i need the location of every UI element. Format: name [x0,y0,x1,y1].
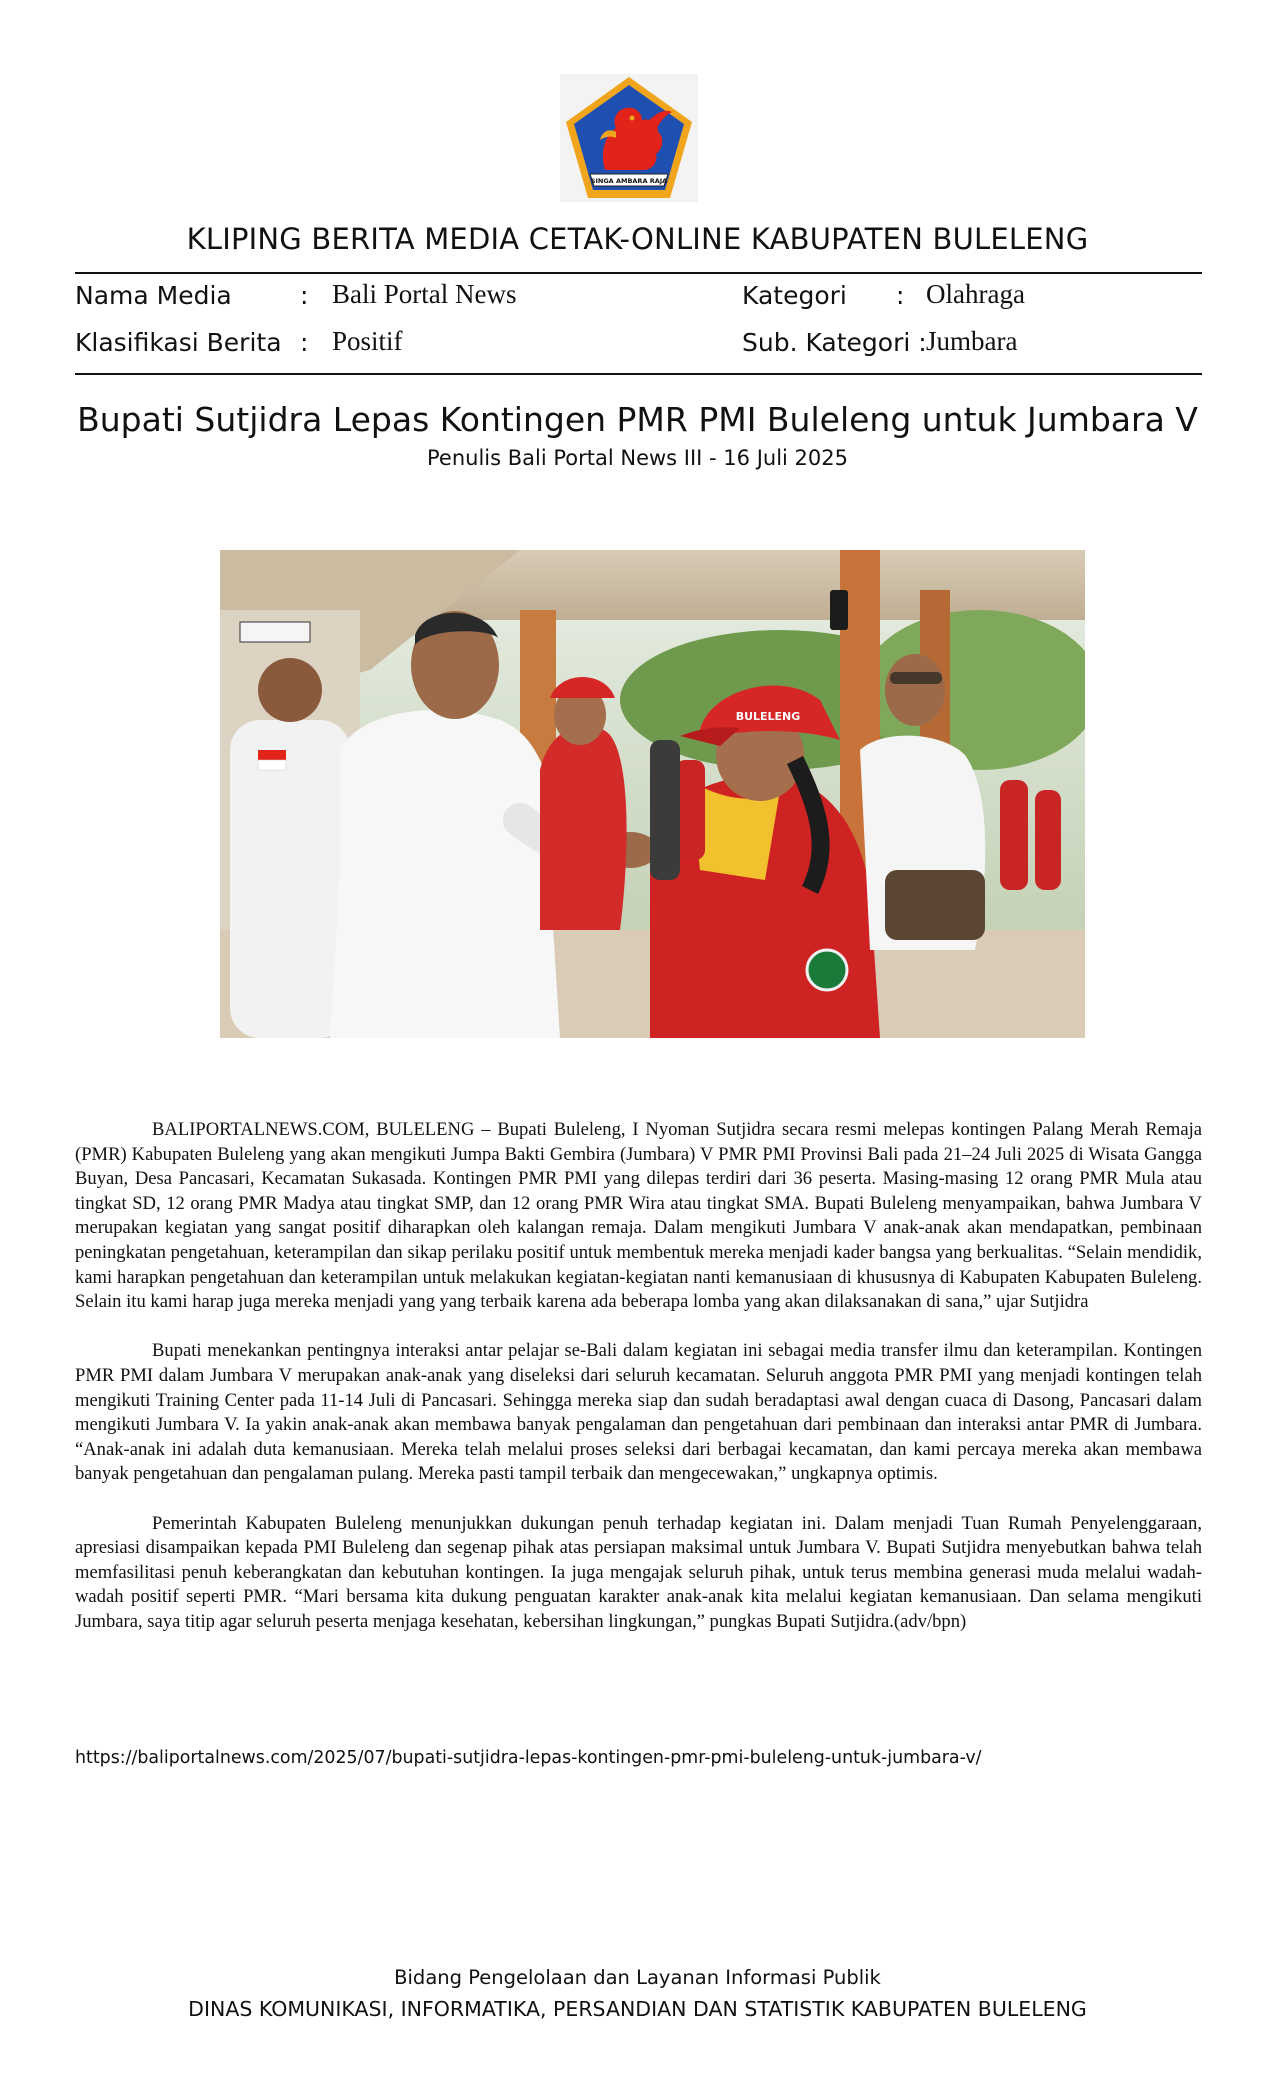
kliping-title: KLIPING BERITA MEDIA CETAK-ONLINE KABUPATEN BULELENG [186,222,1089,256]
article-paragraph: Pemerintah Kabupaten Buleleng menunjukkan dukungan penuh terhadap kegiatan ini. Dalam menjadi Tuan Rumah Penyelenggaraan, apresiasi disampaikan kepada PMI Buleleng dan segenap pihak atas persiapan maksimal untuk Jumbara V. Bupati Sutjidra menyebutkan bahwa telah memfasilitasi penuh keberangkatan dan kebutuhan kontingen. Ia juga mengajak seluruh pihak, untuk terus membina generasi muda melalui wadah-wadah positif seperti PMR. “Mari bersama kita dukung penguatan karakter anak-anak kita melalui kegiatan kemanusiaan. Dan selama mengikuti Jumbara, saya titip agar seluruh peserta menjaga kesehatan, kebersihan lingkungan,” pungkas Bupati Sutjidra.(adv/bpn) [75,1512,1202,1632]
article-headline: Bupati Sutjidra Lepas Kontingen PMR PMI Buleleng untuk Jumbara V [77,400,1198,439]
article-photo [220,550,1085,1038]
article-paragraph: BALIPORTALNEWS.COM, BULELENG – Bupati Buleleng, I Nyoman Sutjidra secara resmi melepas kontingen Palang Merah Remaja (PMR) Kabupaten Buleleng yang akan mengikuti Jumpa Bakti Gembira (Jumbara) V PMR PMI Provinsi Bali pada 21–24 Juli 2025 di Wisata Gangga Buyan, Desa Pancasari, Kecamatan Sukasada. Kontingen PMR PMI yang dilepas terdiri dari 36 peserta. Masing-masing 12 orang PMR Mula atau tingkat SD, 12 orang PMR Madya atau tingkat SMP, dan 12 orang PMR Wira atau tingkat SMA. Bupati Buleleng menyampaikan, bahwa Jumbara V merupakan kegiatan yang sangat positif diharapkan oleh kalangan remaja. Dalam mengikuti Jumbara V anak-anak akan mendapatkan, pembinaan peningkatan pengetahuan, keterampilan dan sikap perilaku positif untuk membentuk mereka menjadi kader bangsa yang berkualitas. “Selain mendidik, kami harapkan pengetahuan dan keterampilan untuk melakukan kegiatan-kegiatan nanti kemanusiaan di khususnya di Kabupaten Kabupaten Buleleng. Selain itu kami harap juga mereka menjadi yang yang terbaik karena ada beberapa lomba yang akan dilaksanakan di sana,” ujar Sutjidra [75,1119,1202,1313]
kategori-label: Kategori [742,281,847,310]
top-divider [75,272,1202,274]
nama-media-colon: : [300,281,309,310]
bottom-divider [75,373,1202,375]
nama-media-label: Nama Media [75,281,232,310]
nama-media-value: Bali Portal News [332,279,517,309]
article-body [75,1118,1202,1659]
buleleng-emblem-logo [560,74,698,202]
kategori-value: Olahraga [926,279,1025,309]
klasifikasi-label: Klasifikasi Berita [75,328,282,357]
klasifikasi-value: Positif [332,326,403,356]
kategori-colon: : [896,281,905,310]
source-url-link[interactable]: https://baliportalnews.com/2025/07/bupati-sutjidra-lepas-kontingen-pmr-pmi-buleleng-untuk-jumbara-v/ [75,1748,982,1768]
sub-kategori-label: Sub. Kategori : [742,328,927,357]
cap-text: BULELENG [735,710,801,723]
emblem-motto: SINGA AMBARA RAJA [590,177,668,185]
emblem-icon [560,74,698,202]
footer-department: Bidang Pengelolaan dan Layanan Informasi Publik [394,1966,881,1989]
klasifikasi-colon: : [300,328,309,357]
footer-agency: DINAS KOMUNIKASI, INFORMATIKA, PERSANDIAN DAN STATISTIK KABUPATEN BULELENG [188,1997,1087,2021]
sub-kategori-value: Jumbara [926,326,1018,356]
article-byline: Penulis Bali Portal News III - 16 Juli 2025 [427,446,848,470]
article-paragraph: Bupati menekankan pentingnya interaksi antar pelajar se-Bali dalam kegiatan ini sebagai media transfer ilmu dan keterampilan. Kontingen PMR PMI dalam Jumbara V merupakan anak-anak yang diseleksi dari seluruh kecamatan. Seluruh anggota PMR PMI yang menjadi kontingen telah mengikuti Training Center pada 11-14 Juli di Pancasari. Sehingga mereka siap dan sudah beradaptasi awal dengan cuaca di Dasong, Pancasari dalam mengikuti Jumbara V. Ia yakin anak-anak akan membawa banyak pengalaman dan pengetahuan dari pembinaan dan interaksi antar PMR di Jumbara. “Anak-anak ini adalah duta kemanusiaan. Mereka telah melalui proses seleksi dari berbagai kecamatan, dan kami percaya mereka akan membawa banyak pengetahuan dan pengalaman pulang. Mereka pasti tampil terbaik dan mengecewakan,” ungkapnya optimis. [75,1340,1202,1485]
handshake-photo-illustration [220,550,1085,1038]
